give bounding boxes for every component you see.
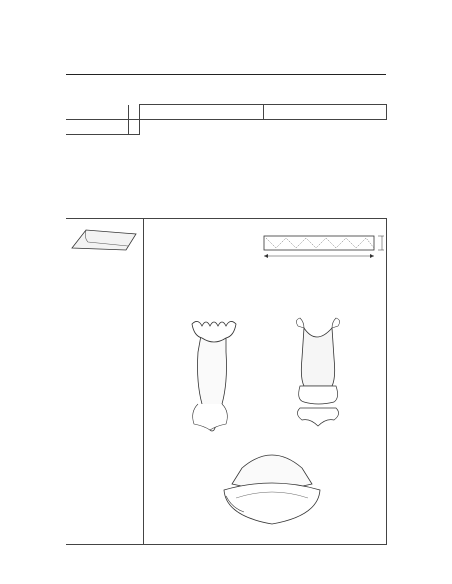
group-header-114 bbox=[140, 105, 264, 120]
section-divider-bottom bbox=[66, 544, 387, 545]
fabric-icon bbox=[66, 224, 142, 254]
sizes-label bbox=[66, 120, 129, 135]
group-header-140 bbox=[263, 105, 387, 120]
band-piece bbox=[264, 236, 384, 258]
swimsuit-b bbox=[296, 318, 339, 426]
eur-label bbox=[129, 120, 140, 135]
burda-logo bbox=[55, 26, 175, 72]
table-corner bbox=[66, 105, 129, 120]
swimsuit-a bbox=[192, 321, 236, 431]
hat-c bbox=[224, 455, 320, 524]
table-corner-unit bbox=[129, 105, 140, 120]
garment-illustrations bbox=[144, 222, 386, 544]
frame-right bbox=[386, 218, 387, 544]
section-divider-top bbox=[66, 218, 387, 219]
yardage-table bbox=[66, 104, 387, 135]
header-divider bbox=[66, 74, 386, 75]
